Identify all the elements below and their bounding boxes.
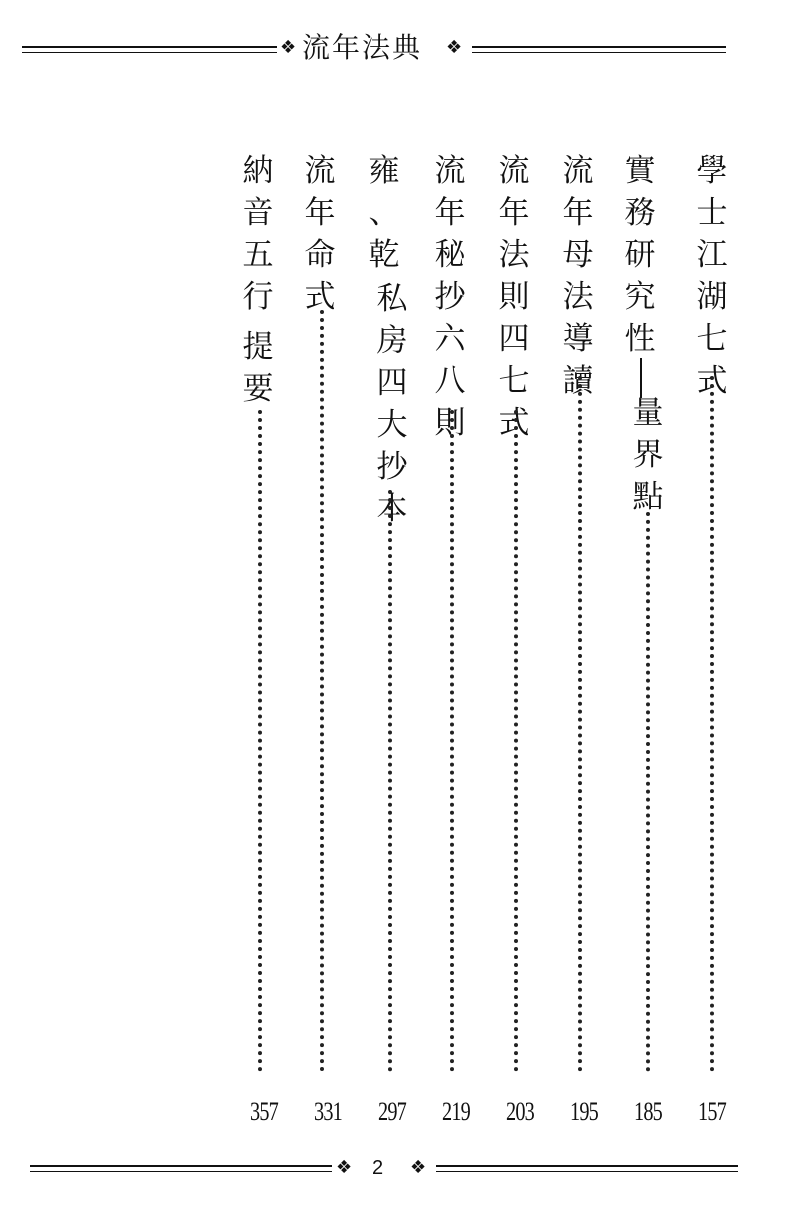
toc-entry-title: 流 年 秘 抄 六 八 則	[434, 153, 466, 441]
header-rule-right	[472, 46, 726, 53]
toc-entry-subtitle: 提 要	[242, 329, 274, 407]
toc-entry-title: 雍 、 乾	[368, 153, 400, 273]
leader-dots	[258, 410, 266, 1072]
toc-page-number: 219	[441, 1097, 471, 1126]
leader-dots	[646, 512, 654, 1072]
page-footer	[0, 1148, 792, 1188]
page-header	[0, 28, 792, 68]
leader-dots	[514, 410, 522, 1072]
leader-dots	[320, 310, 328, 1072]
toc-page-number: 297	[377, 1097, 407, 1126]
leader-dots	[710, 376, 718, 1072]
page-number: 2	[372, 1157, 384, 1179]
toc-entry-title: 納 音 五 行	[242, 153, 274, 315]
toc-entry-subtitle: 私 房 四 大 抄 本	[376, 281, 408, 527]
leader-dots	[578, 376, 586, 1072]
toc-page-number: 157	[697, 1097, 727, 1126]
footer-rule-right	[436, 1165, 738, 1172]
toc-page-number: 195	[569, 1097, 599, 1126]
ornament-right-icon: ❖	[446, 37, 463, 58]
toc-entry-title: 實 務 研 究 性	[624, 153, 656, 357]
toc-entry-title: 學 士 江 湖 七 式	[696, 153, 728, 399]
footer-rule-left	[30, 1165, 332, 1172]
ornament-left-icon: ❖	[280, 37, 297, 58]
ornament-right-icon: ❖	[410, 1157, 427, 1178]
ornament-left-icon: ❖	[336, 1157, 353, 1178]
toc-page-number: 203	[505, 1097, 535, 1126]
toc-page-number: 331	[313, 1097, 343, 1126]
toc-page-number: 357	[249, 1097, 279, 1126]
leader-dots	[450, 410, 458, 1072]
toc-entry-title: 流 年 法 則 四 七 式	[498, 153, 530, 441]
header-rule-left	[22, 46, 277, 53]
leader-dots	[388, 490, 396, 1072]
toc-entry-title: 流 年 母 法 導 讀	[562, 153, 594, 399]
toc-entry-subtitle: 量 界 點	[632, 395, 664, 515]
toc-page-number: 185	[633, 1097, 663, 1126]
running-title: 流年法典	[302, 31, 423, 64]
toc-entry-title: 流 年 命 式	[304, 153, 336, 315]
